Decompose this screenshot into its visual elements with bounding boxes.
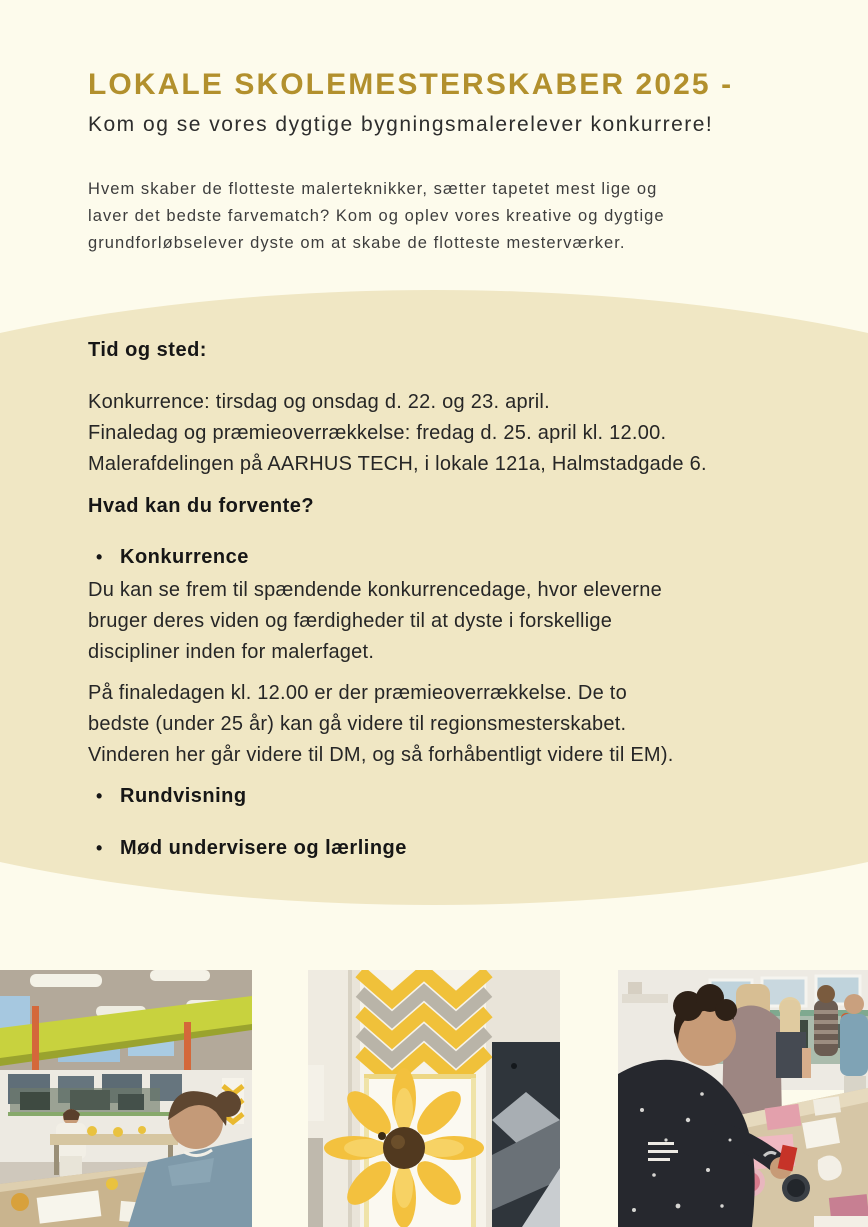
dark-geometric-panel [492,1042,560,1227]
workshop-overview-illustration [0,970,252,1227]
tape-top [364,1074,476,1079]
light-fixture [150,970,210,981]
shelf [622,994,668,1003]
cabinet [308,1138,323,1227]
bullet-item-rundvisning [96,785,247,808]
bullet-dot-icon: • [96,786,103,806]
intro-line: laver det bedste farvematch? Kom og oplev vores kreative og dygtige [88,207,665,225]
finale-line: bedste (under 25 år) kan gå videre til regionsmesterskabet. [88,713,627,735]
students-painting-table-photo [618,970,868,1227]
competition-line: discipliner inden for malerfaget. [88,641,375,663]
expect-heading: Hvad kan du forvente? [88,495,315,517]
competition-line: Du kan se frem til spændende konkurrencedage, hvor eleverne [88,579,662,601]
bullet-dot-icon: • [96,547,103,567]
light-fixture [30,974,102,987]
bullet-label: Rundvisning [120,785,247,807]
shelf-item [628,982,642,994]
chevron-sunflower-wall-photo [308,970,560,1227]
when-where-line: Finaledag og præmieoverrækkelse: fredag d. 25. april kl. 12.00. [88,422,667,444]
mezzanine-machinery [8,1088,178,1116]
bullet-label: Mød undervisere og lærlinge [120,837,407,859]
competition-line: bruger deres viden og færdigheder til at dyste i forskellige [88,610,613,632]
when-where-details [88,387,707,480]
bullet-item-moed-undervisere [96,837,407,860]
finale-paragraph [88,678,674,771]
competition-paragraph [88,575,662,668]
when-where-line: Malerafdelingen på AARHUS TECH, i lokale 121a, Halmstadgade 6. [88,453,707,475]
intro-line: grundforløbselever dyste om at skabe de flotteste mesterværker. [88,234,626,252]
bullet-label: Konkurrence [120,546,249,568]
bullet-dot-icon: • [96,838,103,858]
workshop-overview-photo [0,970,252,1227]
finale-line: Vinderen her går videre til DM, og så forhåbentligt videre til EM). [88,744,674,766]
when-where-line: Konkurrence: tirsdag og onsdag d. 22. og 23. april. [88,391,550,413]
intro-line: Hvem skaber de flotteste malerteknikker, sætter tapetet mest lige og [88,180,658,198]
paper-on-wall [308,1065,324,1121]
when-where-heading: Tid og sted: [88,339,207,361]
student-striped-shirt [814,985,838,1056]
chevron-sunflower-illustration [308,970,560,1227]
bullet-item-konkurrence [96,546,249,569]
bee [378,1132,386,1140]
page-subtitle: Kom og se vores dygtige bygningsmalerelever konkurrere! [88,113,714,136]
students-painting-illustration [618,970,868,1227]
finale-line: På finaledagen kl. 12.00 er der præmieoverrækkelse. De to [88,682,627,704]
page-title: LOKALE SKOLEMESTERSKABER 2025 - [88,68,734,101]
intro-paragraph [88,176,665,257]
